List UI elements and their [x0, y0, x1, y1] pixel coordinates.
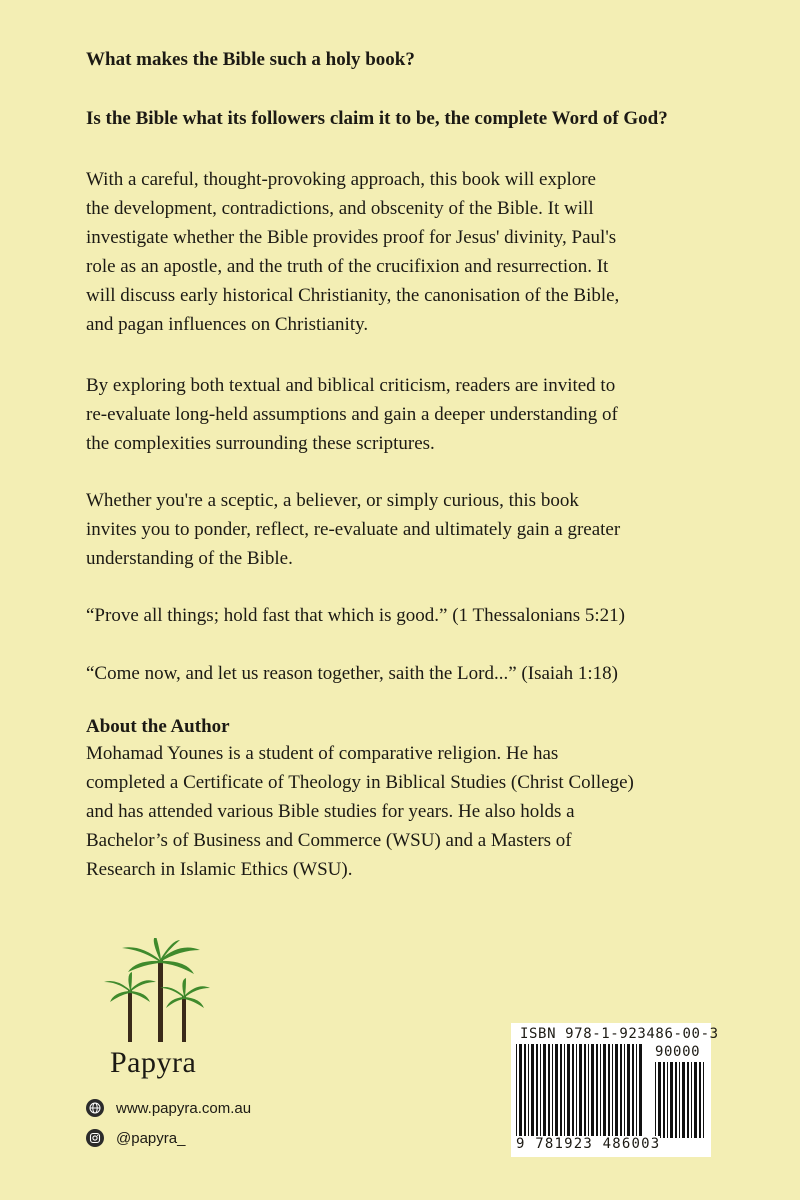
barcode-bar [639, 1044, 642, 1138]
barcode-bar [670, 1062, 673, 1138]
text-line: role as an apostle, and the truth of the crucifixion and resurrection. It [86, 256, 609, 277]
barcode-bar [682, 1062, 685, 1138]
barcode-bar [615, 1044, 618, 1138]
barcode-bar [536, 1044, 538, 1138]
text-line: and has attended various Bible studies for years. He also holds a [86, 801, 575, 822]
description-paragraph-1 [86, 165, 726, 339]
bible-quote-thessalonians: “Prove all things; hold fast that which is good.” (1 Thessalonians 5:21) [86, 605, 625, 626]
text-line: Research in Islamic Ethics (WSU). [86, 859, 353, 880]
barcode-bar [667, 1062, 668, 1138]
barcode-bar [627, 1044, 630, 1138]
text-line: completed a Certificate of Theology in Biblical Studies (Christ College) [86, 772, 634, 793]
barcode-addon-bars [655, 1062, 707, 1138]
text-line: Bachelor’s of Business and Commerce (WSU) and a Masters of [86, 830, 572, 851]
description-paragraph-3 [86, 486, 726, 573]
barcode-bar [624, 1044, 625, 1138]
barcode-bar [596, 1044, 598, 1138]
barcode-bar [591, 1044, 594, 1138]
text-line: invites you to ponder, reflect, re-evaluate and ultimately gain a greater [86, 519, 621, 540]
text-line: will discuss early historical Christianity, the canonisation of the Bible, [86, 285, 620, 306]
price-code: 90000 [655, 1044, 701, 1060]
website-text: www.papyra.com.au [116, 1099, 252, 1117]
description-paragraph-2 [86, 371, 726, 458]
barcode-bar [675, 1062, 677, 1138]
about-author-section [86, 715, 726, 884]
instagram-text: @papyra_ [116, 1129, 186, 1147]
text-line: re-evaluate long-held assumptions and gain a deeper understanding of [86, 404, 618, 425]
barcode-bar [699, 1062, 701, 1138]
barcode-bar [703, 1062, 704, 1138]
barcode-bar [658, 1062, 661, 1138]
barcode-bar [603, 1044, 606, 1138]
barcode-bar [543, 1044, 546, 1138]
barcode-bar [579, 1044, 582, 1138]
barcode-bar [531, 1044, 534, 1138]
barcode-bar [687, 1062, 689, 1138]
barcode-bar [528, 1044, 529, 1138]
text-line: understanding of the Bible. [86, 548, 293, 569]
barcode-bar [663, 1062, 665, 1138]
barcode-bar [588, 1044, 589, 1138]
barcode-bar [540, 1044, 541, 1138]
barcode-bar [567, 1044, 570, 1138]
barcode-bar [600, 1044, 601, 1138]
text-line: the development, contradictions, and obscenity of the Bible. It will [86, 198, 594, 219]
barcode-bar [519, 1044, 522, 1138]
isbn-label: ISBN 978-1-923486-00-3 [520, 1026, 719, 1042]
barcode-bar [576, 1044, 577, 1138]
barcode-bar [552, 1044, 553, 1138]
barcode-bar [694, 1062, 697, 1138]
barcode-bar [572, 1044, 574, 1138]
barcode-bar [584, 1044, 586, 1138]
publisher-name: Papyra [110, 1046, 197, 1079]
text-line: investigate whether the Bible provides proof for Jesus' divinity, Paul's [86, 227, 617, 248]
barcode-bar [608, 1044, 610, 1138]
barcode-bar [679, 1062, 680, 1138]
text-line: With a careful, thought-provoking approach, this book will explore [86, 169, 596, 190]
barcode-bar [555, 1044, 558, 1138]
text-line: Whether you're a sceptic, a believer, or simply curious, this book [86, 490, 579, 511]
barcode-bar [524, 1044, 526, 1138]
palm-trees-icon [100, 938, 220, 1043]
barcode-digits: 9 781923 486003 [516, 1136, 661, 1152]
instagram-icon [86, 1129, 104, 1147]
publisher-instagram[interactable] [86, 1129, 185, 1147]
text-line: Mohamad Younes is a student of comparative religion. He has [86, 743, 559, 764]
barcode-bars [516, 1044, 644, 1138]
text-line: the complexities surrounding these scriptures. [86, 433, 435, 454]
barcode-bar [691, 1062, 692, 1138]
globe-icon [86, 1099, 104, 1117]
barcode-bar [620, 1044, 622, 1138]
publisher-website[interactable] [86, 1099, 251, 1117]
barcode-bar [612, 1044, 613, 1138]
barcode-bar [655, 1062, 656, 1138]
barcode-bar [548, 1044, 550, 1138]
text-line: By exploring both textual and biblical criticism, readers are invited to [86, 375, 616, 396]
barcode-bar [632, 1044, 634, 1138]
barcode-bar [564, 1044, 565, 1138]
barcode-bar [560, 1044, 562, 1138]
about-author-heading: About the Author [86, 716, 230, 737]
text-line: and pagan influences on Christianity. [86, 314, 369, 335]
barcode-bar [516, 1044, 517, 1138]
question-word-of-god: Is the Bible what its followers claim it to be, the complete Word of God? [86, 108, 668, 129]
question-holy-book: What makes the Bible such a holy book? [86, 49, 415, 70]
bible-quote-isaiah: “Come now, and let us reason together, saith the Lord...” (Isaiah 1:18) [86, 663, 618, 684]
barcode-bar [636, 1044, 637, 1138]
